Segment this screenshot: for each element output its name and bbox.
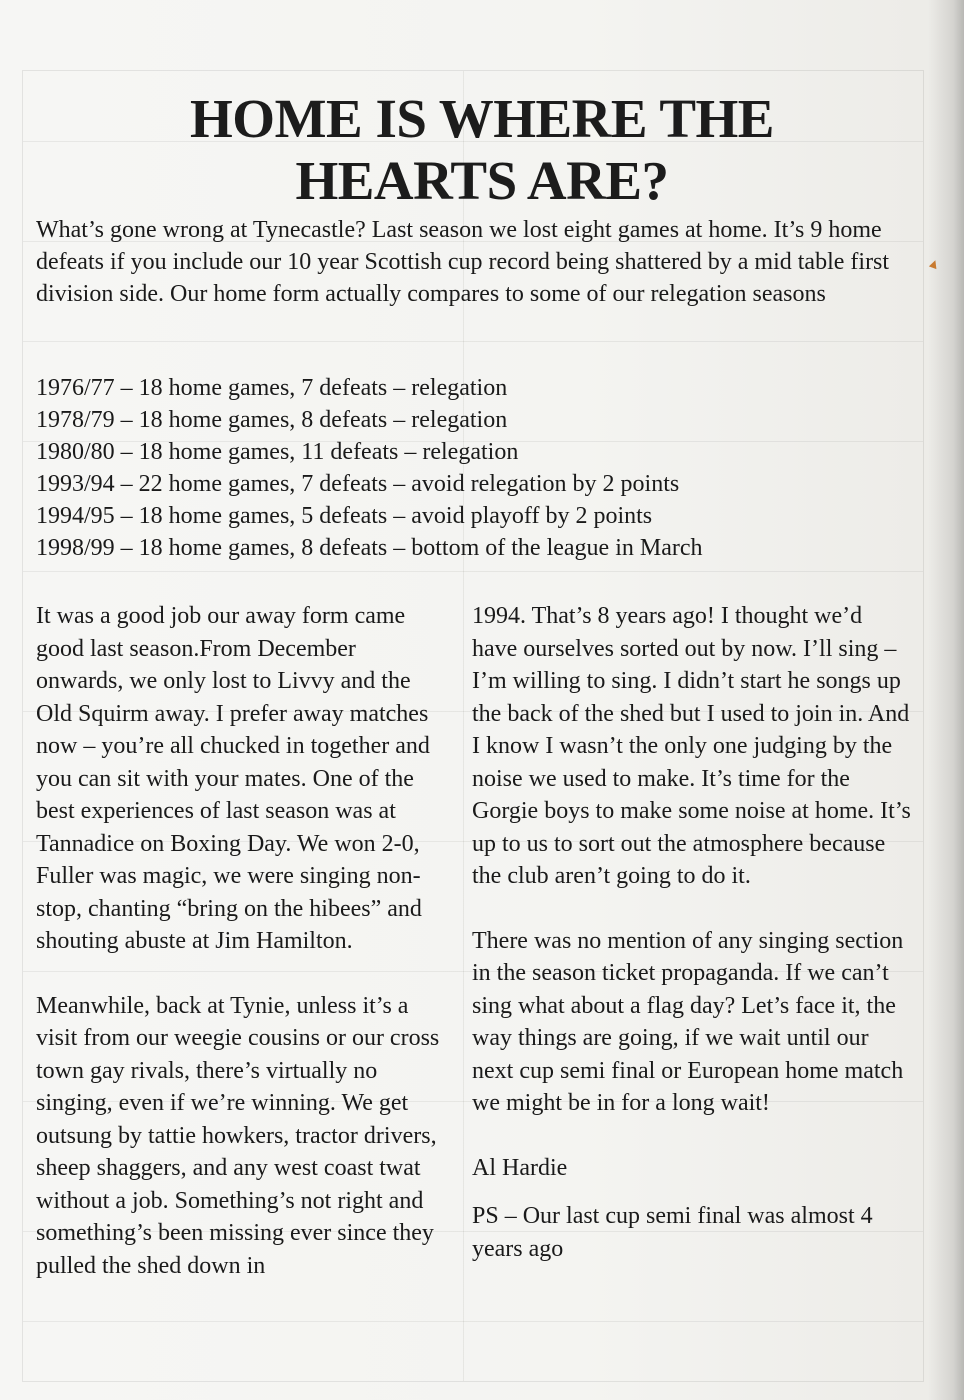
intro-paragraph: What’s gone wrong at Tynecastle? Last season we lost eight games at home. It’s 9 home defeats if you include our 10 year Scottish cup record being shattered by a mid table first division side. Our home form actually compares to some of our relegation seasons bbox=[36, 217, 890, 307]
page-fold-shadow bbox=[928, 0, 964, 1400]
record-item: 1993/94 – 22 home games, 7 defeats – avoid relegation by 2 points bbox=[36, 471, 680, 497]
record-item: 1998/99 – 18 home games, 8 defeats – bottom of the league in March bbox=[36, 535, 703, 561]
title-line-2: HEARTS ARE? bbox=[295, 150, 669, 211]
record-item: 1980/80 – 18 home games, 11 defeats – relegation bbox=[36, 439, 519, 465]
right-column bbox=[472, 600, 912, 1265]
record-item: 1976/77 – 18 home games, 7 defeats – relegation bbox=[36, 375, 508, 401]
right-paragraph-2: There was no mention of any singing section in the season ticket propaganda. If we can’t sing what about a flag day? Let’s face it, the way things are going, if we wait until our next cup semi final or European home match we might be in for a long wait! bbox=[472, 927, 904, 1116]
author-name: Al Hardie bbox=[472, 1154, 568, 1181]
left-paragraph-2: Meanwhile, back at Tynie, unless it’s a visit from our weegie cousins or our cross town gay rivals, there’s virtually no singing, even if we’re winning. We get outsung by tattie howkers, tractor drivers, sheep shaggers, and any west coast twat without a job. Something’s not right and something’s been missing ever since they pulled the shed down in bbox=[36, 992, 440, 1279]
article-title bbox=[40, 88, 924, 212]
title-line-1: HOME IS WHERE THE bbox=[190, 88, 774, 149]
record-item: 1978/79 – 18 home games, 8 defeats – relegation bbox=[36, 407, 508, 433]
left-column bbox=[36, 600, 448, 1282]
right-paragraph-1: 1994. That’s 8 years ago! I thought we’d have ourselves sorted out by now. I’ll sing – I’m willing to sing. I didn’t start he songs up the back of the shed but I used to join in. And I know I wasn’t the only one judging by the noise we used to make. It’s time for the Gorgie boys to make some noise at home. It’s up to us to sort out the atmosphere because the club aren’t going to do it. bbox=[472, 603, 911, 889]
postscript: PS – Our last cup semi final was almost 4 years ago bbox=[472, 1203, 873, 1262]
home-record-list bbox=[36, 372, 916, 564]
record-item: 1994/95 – 18 home games, 5 defeats – avoid playoff by 2 points bbox=[36, 503, 653, 529]
left-paragraph-1: It was a good job our away form came good last season.From December onwards, we only lost to Livvy and the Old Squirm away. I prefer away matches now – you’re all chucked in together and you can sit with your mates. One of the best experiences of last season was at Tannadice on Boxing Day. We won 2-0, Fuller was magic, we were singing non-stop, chanting “bring on the hibees” and shouting abuste at Jim Hamilton. bbox=[36, 603, 430, 954]
